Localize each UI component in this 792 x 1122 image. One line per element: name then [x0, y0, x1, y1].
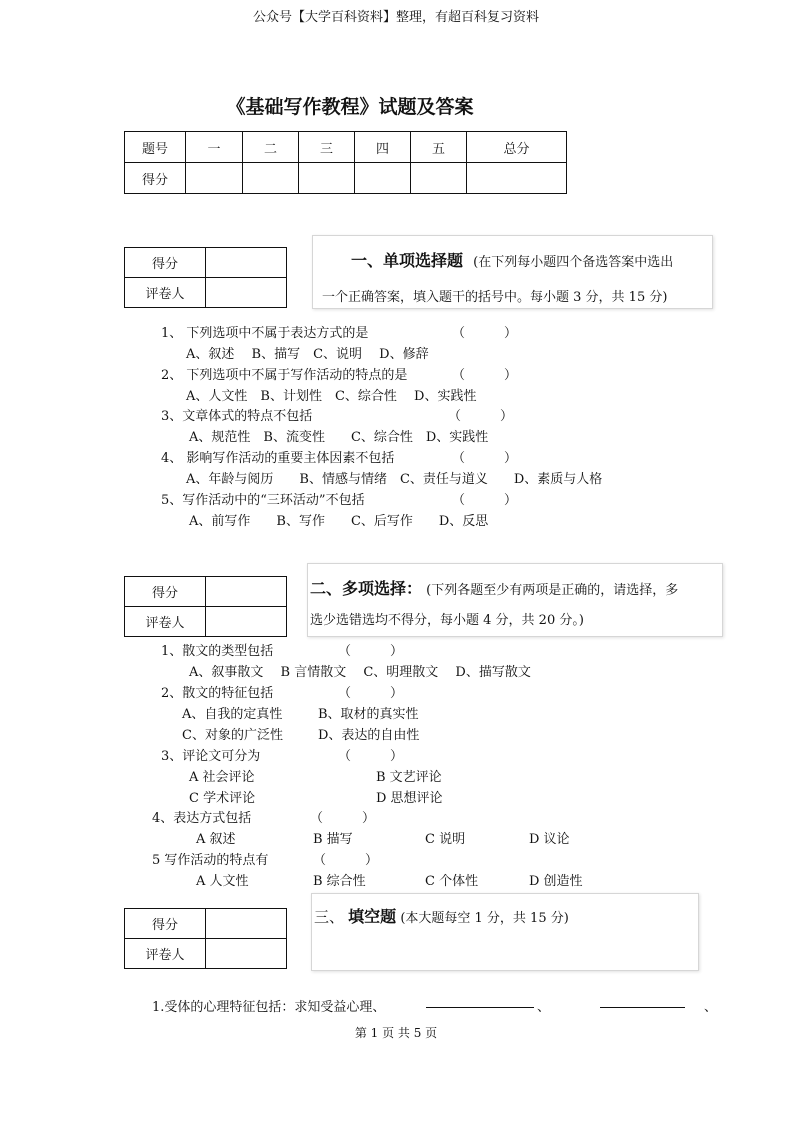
- s1-q1: 1、 下列选项中不属于表达方式的是: [161, 326, 369, 341]
- section3-title-prefix: 三、: [314, 908, 345, 926]
- s2-q2: 2、散文的特征包括: [161, 686, 274, 701]
- section1-title: 一、单项选择题: [351, 251, 464, 270]
- s1-q3: 3、文章体式的特点不包括: [161, 409, 313, 424]
- s1-q5-paren: （ ）: [452, 493, 518, 508]
- section3-heading-line: [314, 904, 569, 927]
- score-table-header-row: [125, 132, 567, 163]
- grader-name-cell[interactable]: [206, 607, 287, 637]
- s1-q5-options: A、前写作 B、写作 C、后写作 D、反思: [189, 514, 489, 529]
- score-cell[interactable]: [243, 163, 299, 194]
- grader-box-2: [124, 576, 287, 637]
- score-row-label: 得分: [125, 163, 186, 194]
- section3-title: 填空题: [348, 907, 397, 926]
- s2-q3-option-d: D 思想评论: [376, 791, 443, 806]
- grader-score-label: 得分: [125, 909, 206, 939]
- grader-score-label: 得分: [125, 248, 206, 278]
- grader-score-cell[interactable]: [206, 248, 287, 278]
- s2-q4-paren: （ ）: [310, 811, 376, 826]
- s2-q4: 4、表达方式包括: [152, 811, 252, 826]
- s1-q4: 4、 影响写作活动的重要主体因素不包括: [161, 451, 395, 466]
- section2-heading-line1: [310, 576, 678, 599]
- s2-q4-option-d: D 议论: [529, 832, 570, 847]
- s2-q2-paren: （ ）: [338, 686, 404, 701]
- s3-q1-blank-1[interactable]: [426, 993, 534, 1008]
- grader-box-1: [124, 247, 287, 308]
- score-cell[interactable]: [299, 163, 355, 194]
- page-footer: 第 1 页 共 5 页: [354, 1026, 438, 1040]
- s2-q1-options: A、叙事散文 B 言情散文 C、明理散文 D、描写散文: [189, 665, 531, 680]
- s2-q4-option-a: A 叙述: [196, 832, 236, 847]
- score-table-header: 二: [243, 132, 299, 163]
- score-table-header: 五: [411, 132, 467, 163]
- grader-name-cell[interactable]: [206, 939, 287, 969]
- s2-q4-option-c: C 说明: [425, 832, 466, 847]
- grader-score-label: 得分: [125, 577, 206, 607]
- score-table-header: 总分: [467, 132, 567, 163]
- s1-q4-options: A、年龄与阅历 B、情感与情绪 C、责任与道义 D、素质与人格: [186, 472, 603, 487]
- s1-q4-paren: （ ）: [452, 451, 518, 466]
- score-table-header: 三: [299, 132, 355, 163]
- grader-name-cell[interactable]: [206, 278, 287, 308]
- grader-score-cell[interactable]: [206, 577, 287, 607]
- section2-desc-2: 选少选错选均不得分，每小题 4 分，共 20 分。): [310, 613, 584, 628]
- section1-heading-line1: [351, 248, 673, 271]
- grader-name-label: 评卷人: [125, 607, 206, 637]
- page-title: 《基础写作教程》试题及答案: [226, 96, 474, 118]
- s2-q3-option-a: A 社会评论: [189, 770, 255, 785]
- s1-q5: 5、写作活动中的“三环活动”不包括: [161, 493, 365, 508]
- s2-q3-option-b: B 文艺评论: [376, 770, 442, 785]
- s1-q2: 2、 下列选项中不属于写作活动的特点的是: [161, 368, 408, 383]
- section3-desc: (本大题每空 1 分，共 15 分): [400, 911, 569, 926]
- section1-desc-1: (在下列每小题四个备选答案中选出: [473, 255, 674, 270]
- score-cell[interactable]: [411, 163, 467, 194]
- s2-q2-option-d: D、表达的自由性: [318, 728, 420, 743]
- score-table: [124, 131, 567, 194]
- s2-q1-paren: （ ）: [338, 644, 404, 659]
- s2-q5-option-a: A 人文性: [196, 874, 249, 889]
- s2-q5-option-c: C 个体性: [425, 874, 479, 889]
- s2-q3: 3、评论文可分为: [161, 749, 261, 764]
- section1-desc-2: 一个正确答案，填入题干的括号中。每小题 3 分，共 15 分): [322, 290, 668, 305]
- s2-q2-option-a: A、自我的定真性: [182, 707, 283, 722]
- section2-heading-box: [307, 563, 723, 637]
- score-cell[interactable]: [355, 163, 411, 194]
- section2-desc-1: (下列各题至少有两项是正确的，请选择，多: [426, 583, 679, 598]
- s1-q1-paren: （ ）: [452, 326, 518, 341]
- grader-name-label: 评卷人: [125, 278, 206, 308]
- s3-q1-sep-2: 、: [704, 1000, 718, 1015]
- score-table-score-row: [125, 163, 567, 194]
- s1-q2-paren: （ ）: [452, 368, 518, 383]
- s2-q1: 1、散文的类型包括: [161, 644, 274, 659]
- s1-q3-paren: （ ）: [448, 409, 514, 424]
- s1-q2-options: A、人文性 B、计划性 C、综合性 D、实践性: [186, 389, 477, 404]
- s1-q3-options: A、规范性 B、流变性 C、综合性 D、实践性: [189, 430, 489, 445]
- s2-q5-option-b: B 综合性: [313, 874, 366, 889]
- grader-name-label: 评卷人: [125, 939, 206, 969]
- section3-heading-box: [311, 893, 699, 971]
- s2-q5: 5 写作活动的特点有: [152, 853, 269, 868]
- section2-title: 二、多项选择：: [310, 579, 423, 598]
- score-table-header: 四: [355, 132, 411, 163]
- grader-box-3: [124, 908, 287, 969]
- s2-q3-option-c: C 学术评论: [189, 791, 256, 806]
- grader-score-cell[interactable]: [206, 909, 287, 939]
- s3-q1-sep-1: 、: [537, 1000, 551, 1015]
- header-note: 公众号【大学百科资料】整理，有超百科复习资料: [252, 10, 539, 25]
- s2-q2-option-c: C、对象的广泛性: [182, 728, 283, 743]
- score-cell[interactable]: [186, 163, 243, 194]
- score-table-header: 一: [186, 132, 243, 163]
- s2-q2-option-b: B、取材的真实性: [318, 707, 419, 722]
- score-cell[interactable]: [467, 163, 567, 194]
- s1-q1-options: A、叙述 B、描写 C、说明 D、修辞: [186, 347, 429, 362]
- s2-q3-paren: （ ）: [338, 749, 404, 764]
- s2-q4-option-b: B 描写: [313, 832, 353, 847]
- s2-q5-paren: （ ）: [313, 853, 379, 868]
- score-table-header: 题号: [125, 132, 186, 163]
- s2-q5-option-d: D 创造性: [529, 874, 583, 889]
- section1-heading-box: [312, 235, 713, 309]
- s3-q1-blank-2[interactable]: [600, 993, 685, 1008]
- s3-q1: 1.受体的心理特征包括：求知受益心理、: [152, 1000, 386, 1015]
